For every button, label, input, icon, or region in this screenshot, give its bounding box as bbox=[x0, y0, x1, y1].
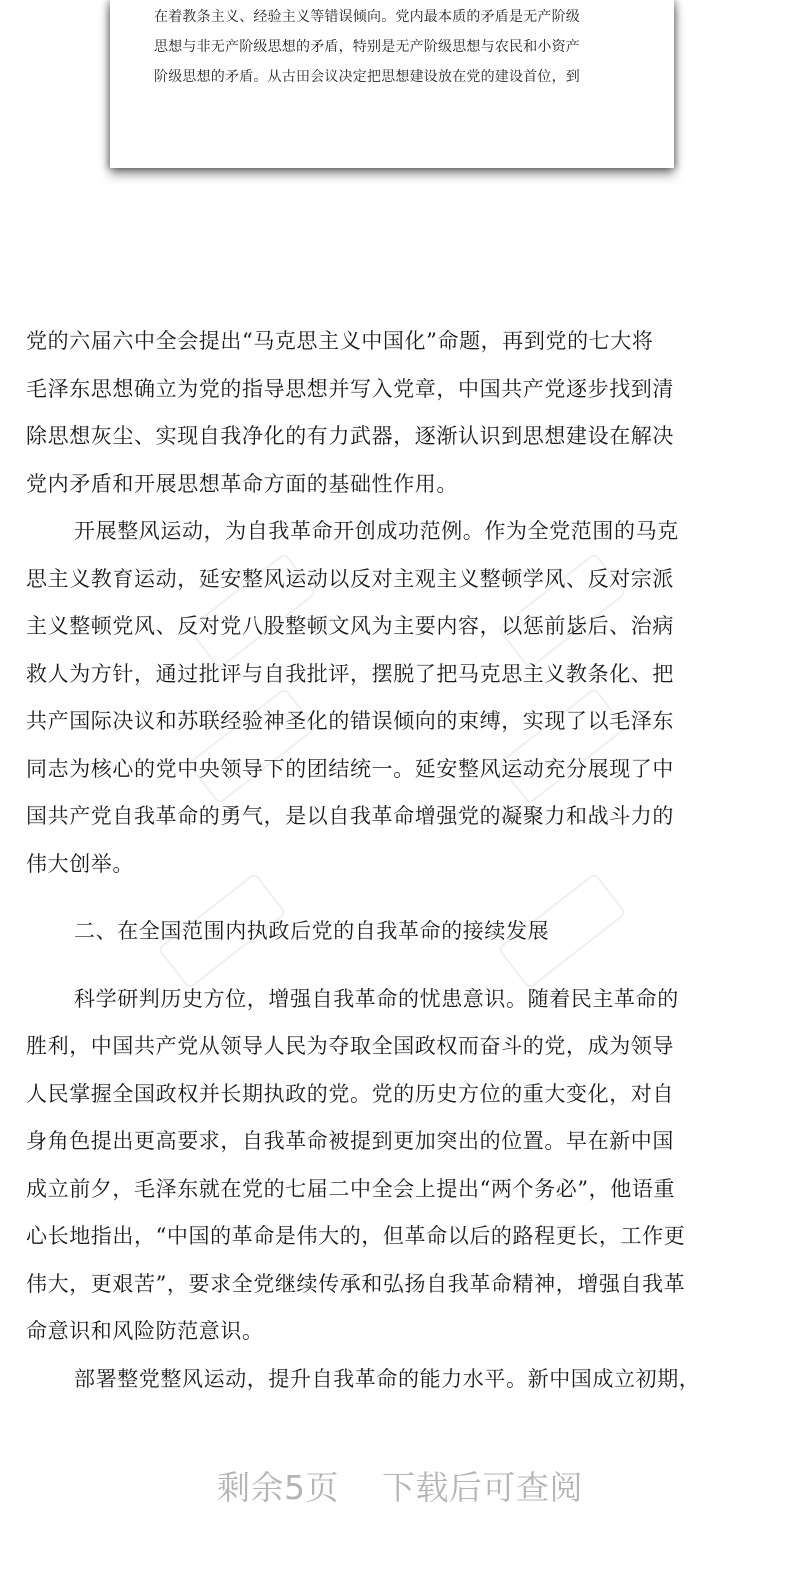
preview-line: 阶级思想的矛盾。从古田会议决定把思想建设放在党的建设首位，到 bbox=[154, 69, 580, 85]
text-line: 科学研判历史方位，增强自我革命的忧患意识。随着民主革命的 bbox=[74, 986, 679, 1011]
text-line: 部署整党整风运动，提升自我革命的能力水平。新中国成立初期， bbox=[74, 1366, 701, 1391]
article-body bbox=[26, 318, 771, 1403]
text-line: 主义整顿党风、反对党八股整顿文风为主要内容，以惩前毖后、治病 bbox=[26, 614, 674, 638]
text-line: 成立前夕，毛泽东就在党的七届二中全会上提出“两个务必”，他语重 bbox=[26, 1176, 676, 1201]
text-line: 心长地指出，“中国的革命是伟大的，但革命以后的路程更长，工作更 bbox=[26, 1224, 686, 1248]
text-line: 开展整风运动，为自我革命开创成功范例。作为全党范围的马克 bbox=[74, 519, 679, 543]
text-line: 共产国际决议和苏联经验神圣化的错误倾向的束缚，实现了以毛泽东 bbox=[26, 709, 674, 733]
text-line: 同志为核心的党中央领导下的团结统一。延安整风运动充分展现了中 bbox=[26, 756, 674, 781]
text-line: 胜利，中国共产党从领导人民为夺取全国政权而奋斗的党，成为领导 bbox=[26, 1034, 674, 1058]
preview-line: 在着教条主义、经验主义等错误倾向。党内最本质的矛盾是无产阶级 bbox=[154, 9, 580, 25]
text-line: 人民掌握全国政权并长期执政的党。党的历史方位的重大变化，对自 bbox=[26, 1081, 674, 1106]
preview-page-card bbox=[110, 0, 674, 168]
section-heading: 二、在全国范围内执政后党的自我革命的接续发展 bbox=[74, 919, 550, 943]
paragraph-2 bbox=[26, 508, 771, 888]
paragraph-1 bbox=[26, 318, 771, 508]
text-line: 国共产党自我革命的勇气，是以自我革命增强党的凝聚力和战斗力的 bbox=[26, 804, 674, 828]
preview-text bbox=[154, 2, 644, 92]
remaining-pages-banner[interactable] bbox=[0, 1462, 800, 1509]
paragraph-4 bbox=[26, 1356, 771, 1404]
text-line: 除思想灰尘、实现自我净化的有力武器，逐渐认识到思想建设在解决 bbox=[26, 424, 674, 448]
paragraph-3 bbox=[26, 976, 771, 1356]
text-line: 党内矛盾和开展思想革命方面的基础性作用。 bbox=[26, 471, 458, 496]
text-line: 身角色提出更高要求，自我革命被提到更加突出的位置。早在新中国 bbox=[26, 1129, 674, 1153]
remaining-pages-label: 剩余5页 bbox=[217, 1468, 339, 1507]
text-line: 党的六届六中全会提出“马克思主义中国化”命题，再到党的七大将 bbox=[26, 329, 654, 353]
preview-line: 思想与非无产阶级思想的矛盾，特别是无产阶级思想与农民和小资产 bbox=[154, 39, 580, 55]
text-line: 伟大，更艰苦”，要求全党继续传承和弘扬自我革命精神，增强自我革 bbox=[26, 1271, 686, 1296]
text-line: 伟大创举。 bbox=[26, 851, 134, 876]
download-to-view-label[interactable]: 下载后可查阅 bbox=[382, 1468, 583, 1507]
text-line: 救人为方针，通过批评与自我批评，摆脱了把马克思主义教条化、把 bbox=[26, 661, 674, 686]
text-line: 命意识和风险防范意识。 bbox=[26, 1319, 264, 1343]
text-line: 毛泽东思想确立为党的指导思想并写入党章，中国共产党逐步找到清 bbox=[26, 376, 674, 401]
text-line: 思主义教育运动，延安整风运动以反对主观主义整顿学风、反对宗派 bbox=[26, 566, 674, 591]
